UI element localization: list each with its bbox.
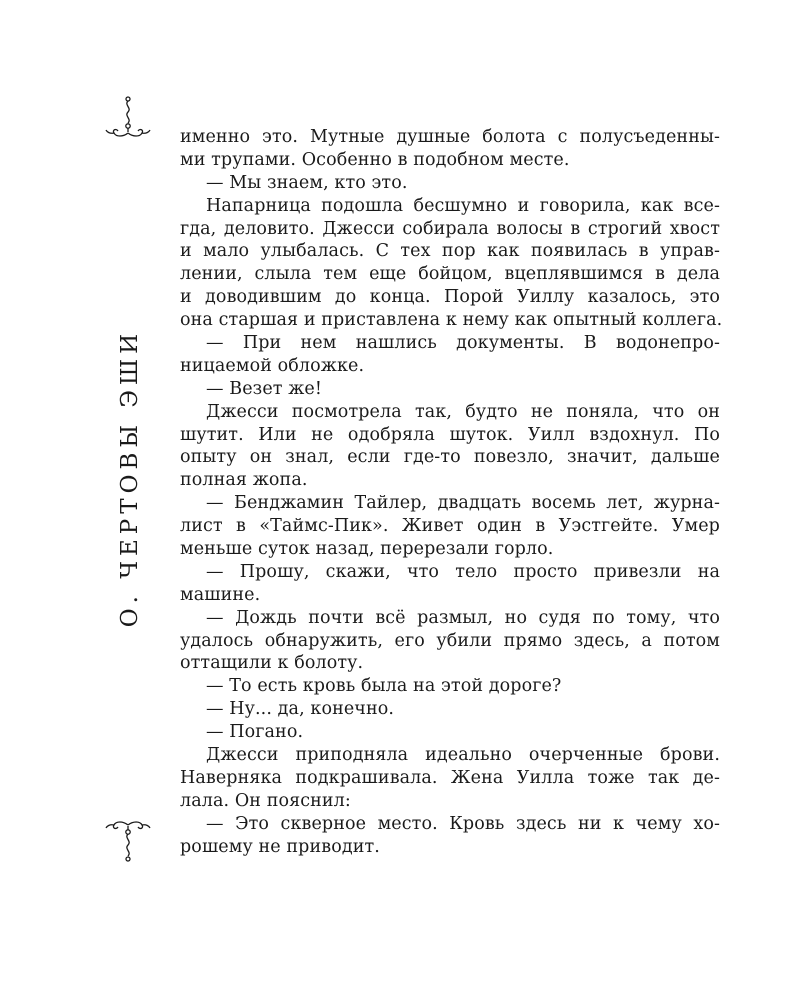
body-text	[180, 126, 723, 859]
text-line: она старшая и приставлена к нему как опытный коллега.	[180, 310, 723, 331]
text-line: — Мы знаем, кто это.	[206, 172, 408, 193]
text-line: шутит. Или не одобряла шуток. Уилл вздохнул. По	[180, 424, 720, 445]
text-line: меньше суток назад, перерезали горло.	[180, 539, 554, 560]
text-line: — При нем нашлись документы. В водонепро-	[206, 333, 720, 354]
text-line: удалось обнаружить, его убили прямо здесь, а потом	[180, 630, 720, 651]
text-line: — Прошу, скажи, что тело просто привезли на	[206, 561, 720, 582]
text-line: лист в «Таймс-Пик». Живет один в Уэстгейте. Умер	[180, 516, 720, 537]
text-line: — Погано.	[206, 722, 304, 743]
text-line: и мало улыбалась. С тех пор как появилась в управ-	[180, 241, 720, 262]
text-line: — Бенджамин Тайлер, двадцать восемь лет, журна-	[206, 493, 720, 514]
running-title: О. ЧЕРТОВЫ ЭШИ	[117, 328, 143, 628]
text-line: Напарница подошла бесшумно и говорила, как все-	[206, 195, 720, 216]
text-line: Джесси посмотрела так, будто не поняла, что он	[206, 401, 720, 422]
text-line: ницаемой обложке.	[180, 355, 365, 376]
text-line: и доводившим до конца. Порой Уиллу казалось, это	[180, 287, 720, 308]
text-line: лала. Он пояснил:	[180, 790, 351, 811]
text-line: — Дождь почти всё размыл, но судя по тому, что	[206, 607, 720, 628]
text-line: — Ну... да, конечно.	[206, 699, 395, 720]
text-line: гда, деловито. Джесси собирала волосы в строгий хвост	[180, 218, 720, 239]
text-line: Наверняка подкрашивала. Жена Уилла тоже так де-	[180, 767, 720, 788]
bottom-flourish-icon	[104, 808, 152, 862]
text-line: ми трупами. Особенно в подобном месте.	[180, 149, 570, 170]
text-line: Джесси приподняла идеально очерченные брови.	[206, 745, 720, 766]
text-line: — Везет же!	[206, 378, 323, 399]
text-line: — Это скверное место. Кровь здесь ни к чему хо-	[206, 813, 720, 834]
text-line: машине.	[180, 584, 261, 605]
top-flourish-icon	[104, 96, 152, 150]
text-line: именно это. Мутные душные болота с полусъеденны-	[180, 127, 720, 147]
text-line: опыту он знал, если где-то повезло, значит, дальше	[180, 447, 720, 468]
text-line: оттащили к болоту.	[180, 653, 364, 674]
text-line: — То есть кровь была на этой дороге?	[206, 676, 562, 697]
text-line: лении, слыла тем еще бойцом, вцеплявшимся в дела	[180, 264, 720, 285]
text-line: полная жопа.	[180, 470, 308, 491]
text-line: рошему не приводит.	[180, 836, 380, 857]
